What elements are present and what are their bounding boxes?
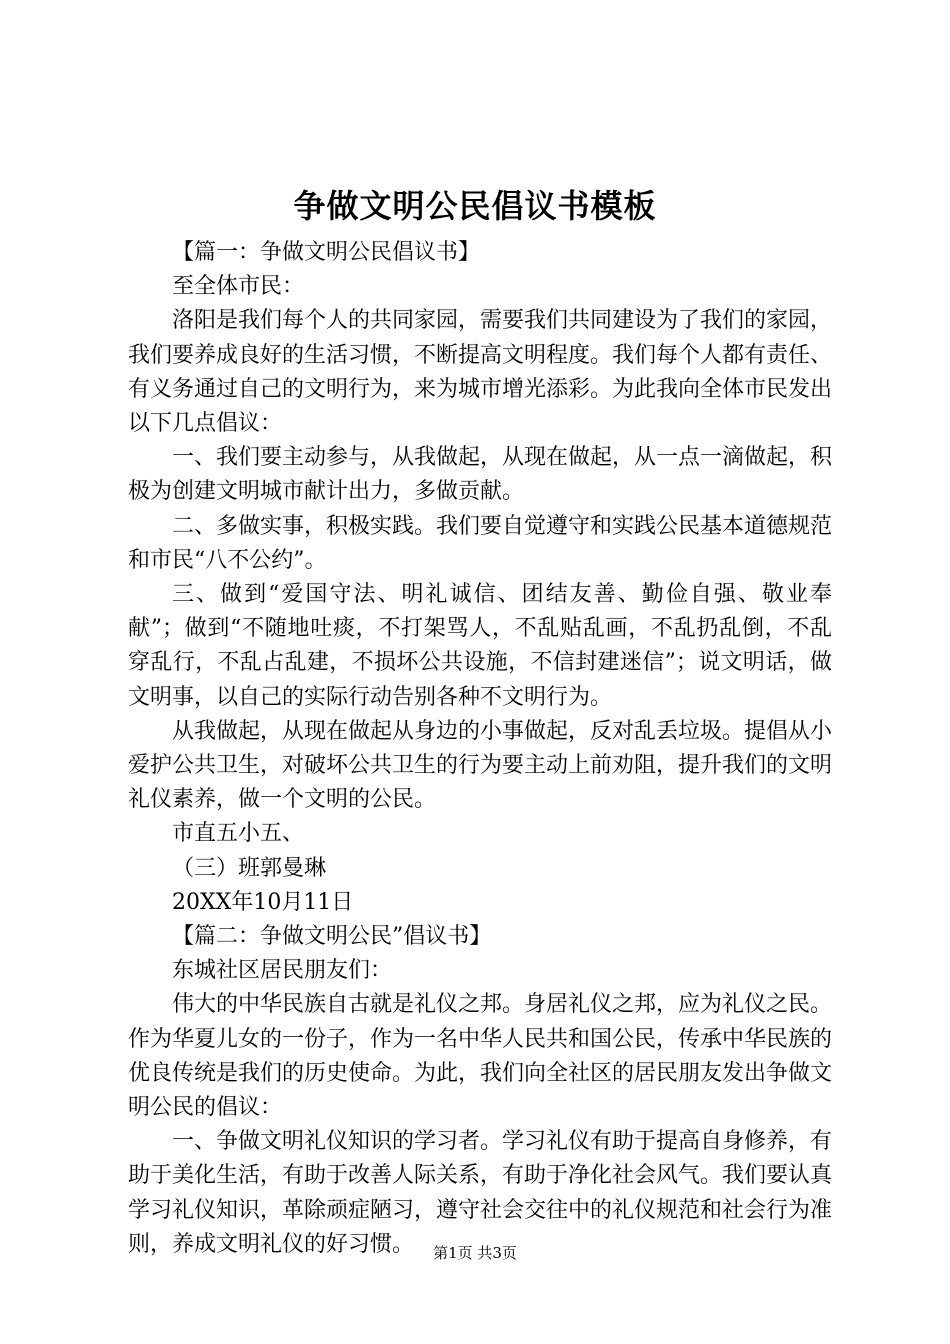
document-body: [128, 236, 832, 1262]
paragraph-signature-school: 市直五小五、: [172, 821, 305, 847]
paragraph-point-three: 三、做到“爱国守法、明礼诚信、团结友善、勤俭自强、敬业奉献”；做到“不随地吐痰，不打架骂人，不乱贴乱画，不乱扔乱倒，不乱穿乱行，不乱占乱建，不损坏公共设施，不信封建迷信”；说文明话，做文明事，以自己的实际行动告别各种不文明行为。: [128, 582, 832, 710]
paragraph-point-two: 二、多做实事，积极实践。我们要自觉遵守和实践公民基本道德规范和市民“八不公约”。: [128, 513, 833, 573]
paragraph-salutation-one: 至全体市民：: [172, 274, 305, 300]
paragraph-intro-one: 洛阳是我们每个人的共同家园，需要我们共同建设为了我们的家园，我们要养成良好的生活习惯，不断提高文明程度。我们每个人都有责任、有义务通过自己的文明行为，来为城市增光添彩。为此我向全体市民发出以下几点倡议：: [128, 308, 833, 437]
paragraph-signature-date: 20XX年10月11日: [172, 889, 354, 915]
page-footer: 第1页 共3页: [433, 1244, 517, 1262]
paragraph-section-two-heading: 【篇二：争做文明公民”倡议书】: [172, 924, 492, 950]
paragraph-point-one-section-two: 一、争做文明礼仪知识的学习者。学习礼仪有助于提高自身修养，有助于美化生活，有助于改善人际关系，有助于净化社会风气。我们要认真学习礼仪知识，革除顽症陋习，遵守社会交往中的礼仪规范和社会行为准则，养成文明礼仪的好习惯。: [128, 1129, 833, 1257]
paragraph-section-one-heading: 【篇一：争做文明公民倡议书】: [172, 240, 481, 265]
paragraph-salutation-two: 东城社区居民朋友们：: [172, 958, 393, 984]
paragraph-closing-one: 从我做起，从现在做起从身边的小事做起，反对乱丢垃圾。提倡从小爱护公共卫生，对破坏公共卫生的行为要主动上前劝阻，提升我们的文明礼仪素养，做一个文明的公民。: [128, 718, 833, 813]
document-title: 争做文明公民倡议书模板: [293, 187, 657, 225]
paragraph-signature-name: （三）班郭曼琳: [172, 855, 327, 881]
paragraph-point-one: 一、我们要主动参与，从我做起，从现在做起，从一点一滴做起，积极为创建文明城市献计出力，多做贡献。: [128, 445, 833, 505]
paragraph-intro-two: 伟大的中华民族自古就是礼仪之邦。身居礼仪之邦，应为礼仪之民。作为华夏儿女的一份子，作为一名中华人民共和国公民，传承中华民族的优良传统是我们的历史使命。为此，我们向全社区的居民朋友发出争做文明公民的倡议：: [128, 992, 833, 1121]
